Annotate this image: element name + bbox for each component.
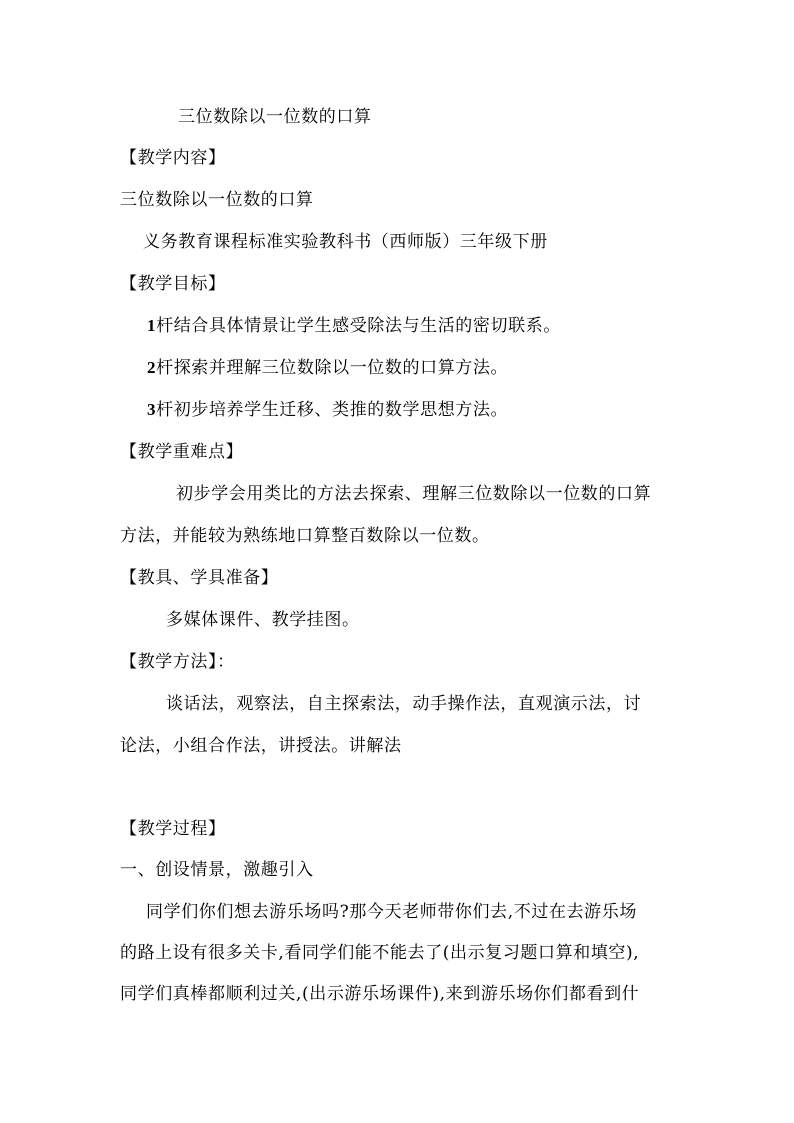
heading-materials: 【教具、学具准备】 — [120, 568, 279, 588]
process-paragraph-line-3: 同学们真棒都顺利过关,(出示游乐场课件),来到游乐场你们都看到什 — [120, 984, 640, 1004]
heading-methods: 【教学方法】： — [120, 652, 235, 672]
content-line-1: 三位数除以一位数的口算 — [120, 190, 314, 210]
goal-item-number: 3 — [147, 400, 157, 419]
content-line-2: 义务教育课程标准实验教科书（西师版）三年级下册 — [143, 232, 548, 252]
goal-item-1 — [147, 315, 561, 337]
goal-item-text: 杆探索并理解三位数除以一位数的口算方法。 — [156, 358, 509, 378]
heading-process: 【教学过程】 — [120, 819, 226, 839]
heading-content: 【教学内容】 — [120, 148, 226, 168]
process-step-1-title: 一、创设情景，激趣引入 — [120, 860, 314, 880]
goal-item-number: 1 — [147, 316, 157, 335]
key-points-line-1: 初步学会用类比的方法去探索、理解三位数除以一位数的口算 — [176, 484, 652, 504]
process-paragraph-line-2: 的路上设有很多关卡,看同学们能不能去了(出示复习题口算和填空), — [120, 943, 640, 963]
materials-line-1: 多媒体课件、教学挂图。 — [166, 610, 360, 630]
goal-item-3 — [147, 399, 508, 421]
heading-key-points: 【教学重难点】 — [120, 442, 244, 462]
goal-item-text: 杆结合具体情景让学生感受除法与生活的密切联系。 — [156, 316, 561, 336]
process-paragraph-line-1: 同学们你们想去游乐场吗?那今天老师带你们去,不过在去游乐场 — [146, 902, 637, 922]
heading-goals: 【教学目标】 — [120, 274, 226, 294]
goal-item-text: 杆初步培养学生迁移、类推的数学思想方法。 — [156, 400, 509, 420]
methods-line-1: 谈话法，观察法，自主探索法，动手操作法，直观演示法，讨 — [166, 694, 642, 714]
goal-item-2 — [147, 357, 508, 379]
goal-item-number: 2 — [147, 358, 157, 377]
methods-line-2: 论法，小组合作法，讲授法。讲解法 — [120, 736, 402, 756]
key-points-line-2: 方法，并能较为熟练地口算整百数除以一位数。 — [120, 526, 490, 546]
document-title: 三位数除以一位数的口算 — [178, 107, 372, 127]
